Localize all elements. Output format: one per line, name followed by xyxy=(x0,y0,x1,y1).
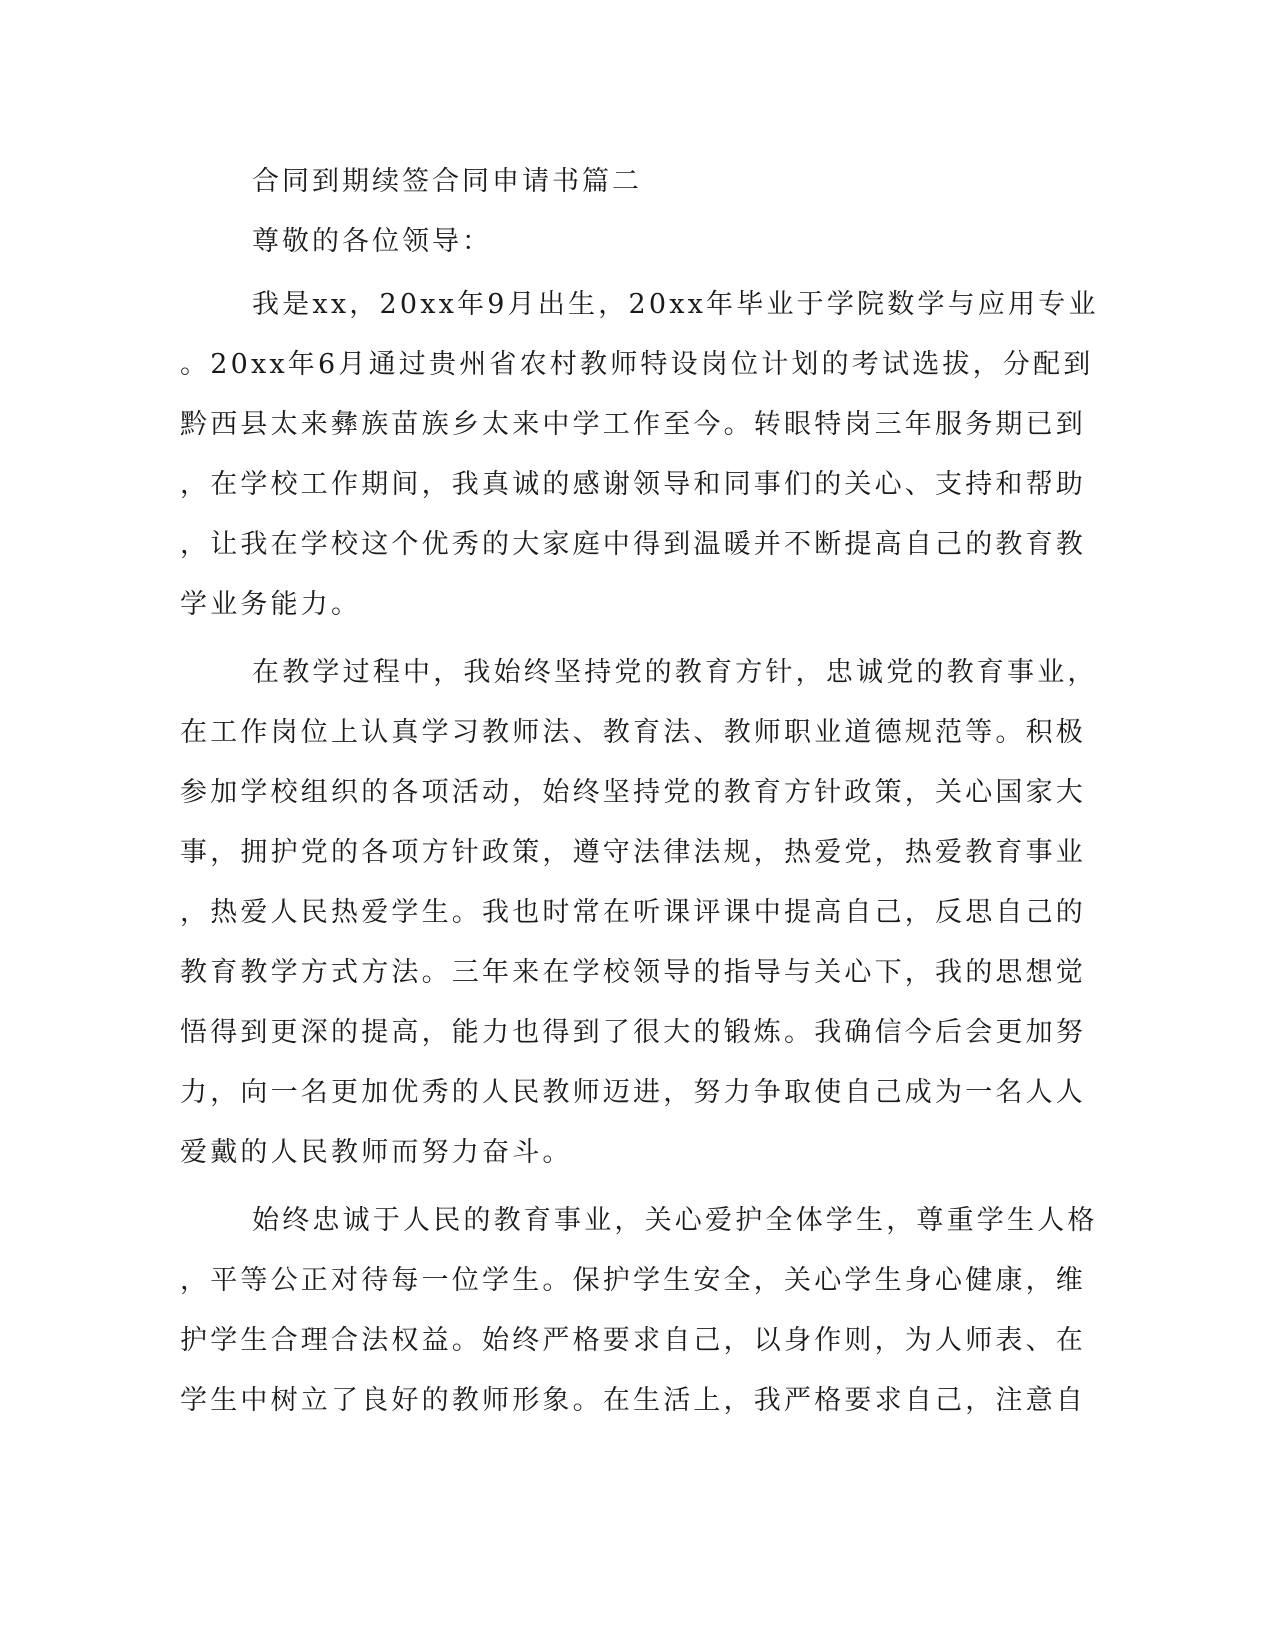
paragraph-2-line-4: 事，拥护党的各项方针政策，遵守法律法规，热爱党，热爱教育事业 xyxy=(180,837,1086,868)
paragraph-1-line-5: ，让我在学校这个优秀的大家庭中得到温暖并不断提高自己的教育教 xyxy=(180,529,1086,560)
paragraph-1-line-6: 学业务能力。 xyxy=(180,589,362,620)
paragraph-3-line-4: 学生中树立了良好的教师形象。在生活上，我严格要求自己，注意自 xyxy=(180,1385,1086,1416)
paragraph-2-line-6: 教育教学方式方法。三年来在学校领导的指导与关心下，我的思想觉 xyxy=(180,957,1086,988)
paragraph-2-line-9: 爱戴的人民教师而努力奋斗。 xyxy=(180,1137,573,1168)
paragraph-1-line-4: ，在学校工作期间，我真诚的感谢领导和同事们的关心、支持和帮助 xyxy=(180,469,1086,500)
paragraph-2-line-2: 在工作岗位上认真学习教师法、教育法、教师职业道德规范等。积极 xyxy=(180,717,1086,748)
paragraph-2-line-3: 参加学校组织的各项活动，始终坚持党的教育方针政策，关心国家大 xyxy=(180,777,1086,808)
document-body xyxy=(180,275,1099,1431)
paragraph-3-line-2: ，平等公正对待每一位学生。保护学生安全，关心学生身心健康，维 xyxy=(180,1265,1086,1296)
paragraph-3-line-1: 始终忠诚于人民的教育事业，关心爱护全体学生，尊重学生人格 xyxy=(252,1205,1098,1236)
paragraph-2-line-1: 在教学过程中，我始终坚持党的教育方针，忠诚党的教育事业， xyxy=(252,657,1098,688)
salutation: 尊敬的各位领导： xyxy=(252,226,492,257)
document-title: 合同到期续签合同申请书篇二 xyxy=(252,166,642,197)
paragraph-3-line-3: 护学生合理合法权益。始终严格要求自己，以身作则，为人师表、在 xyxy=(180,1325,1086,1356)
paragraph-2-line-5: ，热爱人民热爱学生。我也时常在听课评课中提高自己，反思自己的 xyxy=(180,897,1086,928)
paragraph-1-line-1: 我是xx，20xx年9月出生，20xx年毕业于学院数学与应用专业 xyxy=(252,289,1099,320)
paragraph-2-line-8: 力，向一名更加优秀的人民教师迈进，努力争取使自己成为一名人人 xyxy=(180,1077,1086,1108)
paragraph-1-line-3: 黔西县太来彝族苗族乡太来中学工作至今。转眼特岗三年服务期已到 xyxy=(180,409,1086,440)
paragraph-2-line-7: 悟得到更深的提高，能力也得到了很大的锻炼。我确信今后会更加努 xyxy=(180,1017,1086,1048)
paragraph-1-line-2: 。20xx年6月通过贵州省农村教师特设岗位计划的考试选拔，分配到 xyxy=(180,349,1094,380)
